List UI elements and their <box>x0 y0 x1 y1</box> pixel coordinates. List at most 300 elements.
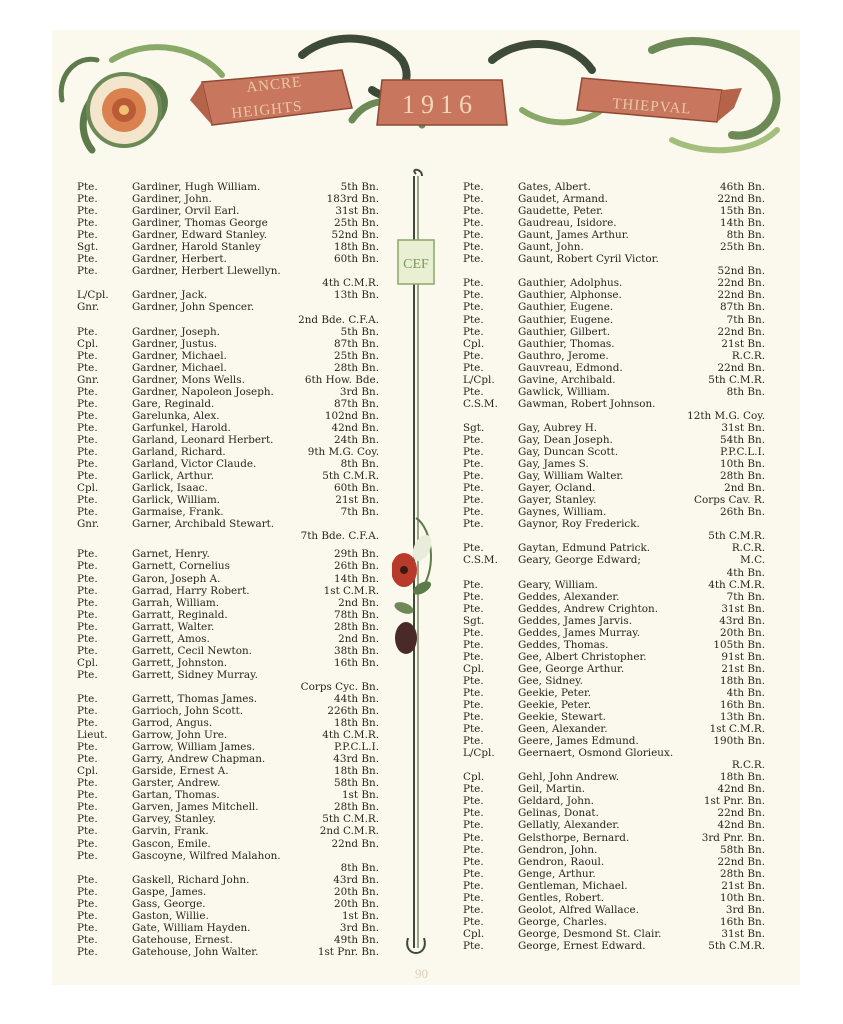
entry-name: Garrow, William James. <box>132 741 256 754</box>
entry-rank: L/Cpl. <box>463 747 495 760</box>
entry-unit: 7th Bde. C.F.A. <box>300 530 379 543</box>
entry-name: Gardner, Justus. <box>132 337 218 350</box>
entry-rank: Cpl. <box>77 337 99 350</box>
entry-rank: Pte. <box>77 181 98 193</box>
entry-unit: 9th M.G. Coy. <box>307 446 379 459</box>
roll-entry <box>77 801 379 813</box>
entry-rank: Pte. <box>463 674 484 687</box>
entry-name: Gay, William Walter. <box>518 470 624 483</box>
roll-entry-continuation <box>77 314 379 326</box>
entry-unit: 1st C.M.R. <box>323 584 379 597</box>
entry-unit: 226th Bn. <box>327 705 379 718</box>
roll-entry <box>463 422 765 434</box>
entry-rank: Pte. <box>463 518 484 531</box>
entry-name: Garratt, Walter. <box>132 620 215 633</box>
roll-entry <box>463 506 765 518</box>
entry-unit: 49th Bn. <box>333 933 379 946</box>
roll-entry <box>463 832 765 844</box>
entry-name: Gauthier, Gilbert. <box>518 325 611 338</box>
entry-name: Garland, Richard. <box>132 446 226 459</box>
roll-entry <box>77 898 379 910</box>
entry-rank: Pte. <box>463 433 484 446</box>
entry-name: Gauthier, Adolphus. <box>518 277 623 290</box>
entry-rank: Cpl. <box>463 662 485 675</box>
entry-rank: Pte. <box>463 470 484 483</box>
entry-rank: Pte. <box>463 915 484 928</box>
entry-unit: 22nd Bn. <box>717 277 765 290</box>
entry-unit: 190th Bn. <box>713 735 765 748</box>
entry-name: Gehl, John Andrew. <box>518 771 620 784</box>
page-number: 90 <box>415 966 428 981</box>
entry-rank: Pte. <box>463 686 484 699</box>
entry-unit: 1st Bn. <box>341 789 379 802</box>
roll-entry <box>463 699 765 711</box>
roll-entry-continuation <box>77 681 379 693</box>
roll-entry <box>77 398 379 410</box>
entry-unit: 2nd Bde. C.F.A. <box>298 313 379 326</box>
entry-rank: Pte. <box>77 253 98 266</box>
entry-name: Gardner, Herbert. <box>132 253 227 266</box>
entry-rank: Pte. <box>77 945 98 958</box>
entry-name: Gentleman, Michael. <box>518 879 628 892</box>
roll-entry <box>463 205 765 217</box>
entry-unit: 28th Bn. <box>333 361 379 374</box>
entry-rank: Pte. <box>463 446 484 459</box>
roll-entry <box>463 494 765 506</box>
entry-name: Geekie, Stewart. <box>518 711 606 724</box>
entry-name: Gay, Duncan Scott. <box>518 446 619 459</box>
entry-rank: Pte. <box>77 644 98 657</box>
roll-entry <box>463 350 765 362</box>
entry-unit: 22nd Bn. <box>717 855 765 868</box>
entry-unit: 16th Bn. <box>719 699 765 712</box>
entry-unit: 22nd Bn. <box>717 289 765 302</box>
entry-name: Gay, James S. <box>518 458 589 471</box>
entry-rank: Pte. <box>463 855 484 868</box>
entry-unit: P.P.C.L.I. <box>720 446 765 459</box>
roll-entry <box>463 663 765 675</box>
entry-unit: 16th Bn. <box>333 656 379 669</box>
roll-entry <box>463 651 765 663</box>
entry-rank: Pte. <box>77 668 98 681</box>
entry-unit: 8th Bn. <box>340 861 379 874</box>
entry-name: Gee, Sidney. <box>518 674 583 687</box>
entry-unit: 44th Bn. <box>333 692 379 705</box>
roll-entry <box>463 916 765 928</box>
entry-rank: Sgt. <box>463 614 485 627</box>
roll-entry <box>77 693 379 705</box>
entry-name: Garvin, Frank. <box>132 825 209 838</box>
roll-entry <box>463 193 765 205</box>
entry-unit: 31st Bn. <box>721 602 765 615</box>
entry-rank: Pte. <box>77 584 98 597</box>
entry-unit: 4th C.M.R. <box>708 578 765 591</box>
entry-unit: 10th Bn. <box>719 458 765 471</box>
roll-entry <box>77 326 379 338</box>
roll-entry <box>77 362 379 374</box>
entry-unit: Corps Cav. R. <box>694 494 765 507</box>
entry-name: Gardner, Edward Stanley. <box>132 229 268 242</box>
entry-unit: 20th Bn. <box>333 897 379 910</box>
entry-rank: Pte. <box>463 711 484 724</box>
entry-rank: Gnr. <box>77 373 100 386</box>
entry-rank: Pte. <box>77 397 98 410</box>
entry-unit: 13th Bn. <box>333 289 379 302</box>
entry-rank: Pte. <box>463 650 484 663</box>
entry-name: Gaynes, William. <box>518 506 607 519</box>
roll-entry <box>77 669 379 681</box>
roll-entry <box>77 934 379 946</box>
roll-entry <box>463 241 765 253</box>
entry-unit: 43rd Bn. <box>333 873 379 886</box>
entry-rank: Pte. <box>463 301 484 314</box>
entry-rank: Pte. <box>77 837 98 850</box>
entry-rank: Pte. <box>463 506 484 519</box>
roll-entry <box>463 229 765 241</box>
entry-unit: M.C. <box>740 554 765 567</box>
banner-year: 1916 <box>402 90 478 119</box>
entry-unit: 2nd Bn. <box>338 596 379 609</box>
entry-name: Garfunkel, Harold. <box>132 421 231 434</box>
roll-entry <box>463 434 765 446</box>
entry-name: Garratt, Reginald. <box>132 608 228 621</box>
entry-rank: Pte. <box>77 229 98 242</box>
entry-rank: Pte. <box>77 458 98 471</box>
entry-unit: 3rd Bn. <box>725 903 765 916</box>
entry-rank: Pte. <box>77 789 98 802</box>
entry-name: Garon, Joseph A. <box>132 572 221 585</box>
entry-unit: 87th Bn. <box>333 397 379 410</box>
roll-entry <box>77 753 379 765</box>
entry-name: Gelsthorpe, Bernard. <box>518 831 630 844</box>
roll-entry <box>463 482 765 494</box>
left-column-roll <box>77 181 379 958</box>
roll-entry <box>77 585 379 597</box>
banner-heights: HEIGHTS <box>230 98 304 122</box>
entry-unit: 6th How. Bde. <box>304 373 379 386</box>
entry-rank: Pte. <box>463 626 484 639</box>
roll-entry <box>77 338 379 350</box>
entry-unit: 8th Bn. <box>340 458 379 471</box>
entry-name: Garelunka, Alex. <box>132 409 220 422</box>
roll-entry <box>463 940 765 952</box>
entry-unit: 2nd Bn. <box>338 632 379 645</box>
roll-entry <box>77 729 379 741</box>
roll-entry <box>463 518 765 530</box>
roll-entry <box>463 880 765 892</box>
entry-unit: 5th C.M.R. <box>708 373 765 386</box>
entry-rank: Pte. <box>77 620 98 633</box>
roll-entry <box>463 253 765 265</box>
roll-entry <box>77 301 379 313</box>
entry-unit: 18th Bn. <box>333 765 379 778</box>
entry-rank: Pte. <box>77 205 98 218</box>
entry-unit: 5th C.M.R. <box>322 813 379 826</box>
entry-rank: Pte. <box>463 638 484 651</box>
entry-rank: Pte. <box>77 385 98 398</box>
entry-name: Garmaise, Frank. <box>132 506 224 519</box>
entry-name: Gaston, Willie. <box>132 909 209 922</box>
entry-rank: Pte. <box>77 717 98 730</box>
entry-name: Gawman, Robert Johnson. <box>518 397 656 410</box>
entry-unit: Corps Cyc. Bn. <box>300 680 379 693</box>
entry-name: Gardner, Michael. <box>132 349 227 362</box>
entry-name: Garside, Ernest A. <box>132 765 229 778</box>
entry-rank: Pte. <box>77 596 98 609</box>
entry-rank: Pte. <box>463 735 484 748</box>
entry-unit: 60th Bn. <box>333 482 379 495</box>
entry-unit: 52nd Bn. <box>331 229 379 242</box>
entry-unit: 38th Bn. <box>333 644 379 657</box>
entry-name: George, Desmond St. Clair. <box>518 927 662 940</box>
roll-entry <box>463 747 765 759</box>
entry-rank: Pte. <box>463 313 484 326</box>
entry-rank: Pte. <box>77 741 98 754</box>
entry-name: Garven, James Mitchell. <box>132 801 259 814</box>
entry-unit: 4th C.M.R. <box>322 277 379 290</box>
roll-entry <box>463 856 765 868</box>
entry-name: Gayer, Ocland. <box>518 482 596 495</box>
entry-unit: 21st Bn. <box>721 879 765 892</box>
entry-name: Gardner, Michael. <box>132 361 227 374</box>
entry-rank: Pte. <box>463 289 484 302</box>
entry-name: Gelinas, Donat. <box>518 807 599 820</box>
entry-name: Geekie, Peter. <box>518 686 592 699</box>
entry-unit: 105th Bn. <box>713 638 765 651</box>
entry-rank: Pte. <box>77 361 98 374</box>
entry-name: George, Charles. <box>518 915 607 928</box>
roll-entry <box>77 560 379 572</box>
roll-entry-continuation <box>77 862 379 874</box>
entry-rank: Pte. <box>77 921 98 934</box>
entry-name: Garvey, Stanley. <box>132 813 217 826</box>
entry-name: Gee, Albert Christopher. <box>518 650 647 663</box>
entry-rank: Pte. <box>77 572 98 585</box>
roll-entry <box>77 573 379 585</box>
roll-entry <box>77 434 379 446</box>
roll-entry <box>463 579 765 591</box>
entry-rank: Pte. <box>463 843 484 856</box>
entry-rank: Pte. <box>77 632 98 645</box>
entry-name: Garlick, Arthur. <box>132 470 214 483</box>
entry-name: Garrioch, John Scott. <box>132 705 244 718</box>
entry-unit: 52nd Bn. <box>717 265 765 278</box>
entry-rank: Lieut. <box>77 729 108 742</box>
entry-unit: 18th Bn. <box>719 771 765 784</box>
entry-rank: Pte. <box>463 325 484 338</box>
entry-rank: Pte. <box>77 349 98 362</box>
entry-unit: 15th Bn. <box>719 205 765 218</box>
entry-unit: 22nd Bn. <box>717 325 765 338</box>
roll-entry-continuation <box>463 759 765 771</box>
entry-unit: 14th Bn. <box>333 572 379 585</box>
roll-entry <box>77 374 379 386</box>
entry-rank: Cpl. <box>463 927 485 940</box>
entry-name: Geary, William. <box>518 578 598 591</box>
entry-unit: 22nd Bn. <box>331 837 379 850</box>
entry-name: Geddes, James Jarvis. <box>518 614 632 627</box>
entry-unit: 31st Bn. <box>721 927 765 940</box>
entry-rank: Pte. <box>463 699 484 712</box>
entry-name: Garrad, Harry Robert. <box>132 584 250 597</box>
entry-name: Garlick, Isaac. <box>132 482 208 495</box>
entry-rank: Pte. <box>77 265 98 278</box>
entry-name: Gardiner, Thomas George <box>132 217 268 230</box>
entry-name: Gascoyne, Wilfred Malahon. <box>132 849 281 862</box>
entry-unit: 43rd Bn. <box>719 614 765 627</box>
entry-unit: 25th Bn. <box>719 241 765 254</box>
entry-name: Geolot, Alfred Wallace. <box>518 903 639 916</box>
roll-entry <box>77 506 379 518</box>
roll-entry-continuation <box>463 410 765 422</box>
entry-unit: 28th Bn. <box>719 470 765 483</box>
entry-name: Gaytan, Edmund Patrick. <box>518 542 651 555</box>
roll-entry <box>77 874 379 886</box>
roll-entry <box>463 928 765 940</box>
entry-unit: 54th Bn. <box>719 433 765 446</box>
entry-rank: Pte. <box>463 903 484 916</box>
entry-name: Geldard, John. <box>518 795 594 808</box>
entry-name: Gay, Dean Joseph. <box>518 433 613 446</box>
roll-entry <box>463 603 765 615</box>
entry-rank: Pte. <box>463 831 484 844</box>
entry-rank: C.S.M. <box>463 554 498 567</box>
roll-entry <box>77 789 379 801</box>
entry-unit: 18th Bn. <box>719 674 765 687</box>
entry-name: Gaudet, Armand. <box>518 193 608 206</box>
entry-rank: Pte. <box>77 608 98 621</box>
entry-rank: L/Cpl. <box>77 289 109 302</box>
entry-unit: 14th Bn. <box>719 217 765 230</box>
entry-unit: 22nd Bn. <box>717 193 765 206</box>
entry-unit: 87th Bn. <box>719 301 765 314</box>
entry-rank: Pte. <box>463 193 484 206</box>
entry-unit: 4th Bn. <box>726 566 765 579</box>
roll-entry <box>77 765 379 777</box>
entry-name: Gardiner, John. <box>132 193 212 206</box>
entry-name: Garlick, William. <box>132 494 220 507</box>
roll-entry <box>77 705 379 717</box>
roll-entry <box>77 241 379 253</box>
entry-name: Gardner, Joseph. <box>132 325 220 338</box>
entry-rank: Cpl. <box>77 482 99 495</box>
roll-entry <box>77 910 379 922</box>
entry-unit: 42nd Bn. <box>331 421 379 434</box>
entry-unit: 43rd Bn. <box>333 753 379 766</box>
entry-rank: Pte. <box>77 705 98 718</box>
entry-rank: Pte. <box>77 933 98 946</box>
entry-name: Gardiner, Orvil Earl. <box>132 205 240 218</box>
entry-rank: Pte. <box>463 783 484 796</box>
roll-entry <box>463 675 765 687</box>
roll-entry <box>77 217 379 229</box>
entry-name: Gardner, Mons Wells. <box>132 373 245 386</box>
entry-rank: Pte. <box>463 723 484 736</box>
entry-name: Geekie, Peter. <box>518 699 592 712</box>
entry-unit: 102nd Bn. <box>324 409 379 422</box>
entry-unit: 42nd Bn. <box>717 783 765 796</box>
entry-name: Genge, Arthur. <box>518 867 596 880</box>
center-divider-staff <box>392 168 440 963</box>
roll-entry <box>463 627 765 639</box>
entry-unit: 1st Pnr. Bn. <box>317 945 379 958</box>
entry-rank: Pte. <box>463 458 484 471</box>
entry-unit: P.P.C.L.I. <box>334 741 379 754</box>
entry-rank: Pte. <box>463 229 484 242</box>
banner-thiepval: THIEPVAL <box>611 96 693 118</box>
entry-name: Garrett, Amos. <box>132 632 210 645</box>
roll-entry <box>463 892 765 904</box>
entry-unit: 22nd Bn. <box>717 361 765 374</box>
entry-rank: Pte. <box>463 542 484 555</box>
entry-name: Geil, Martin. <box>518 783 585 796</box>
entry-unit: 5th C.M.R. <box>708 939 765 952</box>
entry-unit: 26th Bn. <box>719 506 765 519</box>
entry-unit: 8th Bn. <box>726 385 765 398</box>
entry-rank: Pte. <box>463 181 484 193</box>
entry-unit: 1st Bn. <box>341 909 379 922</box>
roll-entry <box>77 518 379 530</box>
entry-unit: 26th Bn. <box>333 560 379 573</box>
decorative-header-illumination <box>52 30 800 170</box>
roll-entry <box>463 554 765 566</box>
entry-unit: 21st Bn. <box>721 337 765 350</box>
entry-rank: Pte. <box>77 801 98 814</box>
entry-unit: 29th Bn. <box>333 548 379 561</box>
entry-name: Gaynor, Roy Frederick. <box>518 518 640 531</box>
entry-name: Gaudette, Peter. <box>518 205 604 218</box>
entry-name: Garrah, William. <box>132 596 220 609</box>
entry-rank: Pte. <box>77 325 98 338</box>
entry-unit: 3rd Pnr. Bn. <box>701 831 765 844</box>
entry-name: Gauthier, Eugene. <box>518 313 614 326</box>
roll-entry <box>77 886 379 898</box>
entry-name: Gardiner, Hugh William. <box>132 181 261 193</box>
entry-rank: Pte. <box>463 253 484 266</box>
roll-entry <box>77 482 379 494</box>
entry-name: Gellatly, Alexander. <box>518 819 620 832</box>
entry-rank: Pte. <box>463 361 484 374</box>
entry-rank: Pte. <box>77 873 98 886</box>
entry-name: Garrett, Sidney Murray. <box>132 668 258 681</box>
entry-name: Gaudreau, Isidore. <box>518 217 617 230</box>
entry-name: Gayer, Stanley. <box>518 494 597 507</box>
entry-unit: 58th Bn. <box>333 777 379 790</box>
entry-name: Gendron, John. <box>518 843 598 856</box>
roll-entry <box>463 711 765 723</box>
roll-entry <box>77 597 379 609</box>
roll-entry <box>77 181 379 193</box>
roll-entry <box>77 229 379 241</box>
entry-unit: 21st Bn. <box>335 494 379 507</box>
entry-name: Gauthier, Thomas. <box>518 337 615 350</box>
entry-unit: 18th Bn. <box>333 717 379 730</box>
roll-entry <box>77 289 379 301</box>
roll-entry <box>463 470 765 482</box>
entry-unit: 1st C.M.R. <box>709 723 765 736</box>
entry-unit: 28th Bn. <box>333 620 379 633</box>
entry-name: Gaspe, James. <box>132 885 207 898</box>
roll-entry <box>77 205 379 217</box>
entry-name: George, Ernest Edward. <box>518 939 646 952</box>
entry-unit: 4th Bn. <box>726 686 765 699</box>
roll-entry <box>77 657 379 669</box>
entry-name: Gavine, Archibald. <box>518 373 616 386</box>
roll-entry <box>77 548 379 560</box>
entry-rank: Pte. <box>463 795 484 808</box>
entry-rank: Pte. <box>77 193 98 206</box>
roll-entry-continuation <box>77 277 379 289</box>
